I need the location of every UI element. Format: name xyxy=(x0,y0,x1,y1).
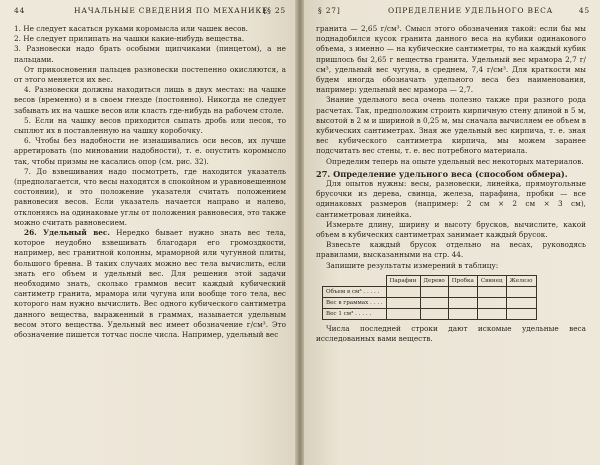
right-page-text xyxy=(316,24,586,344)
results-table xyxy=(322,275,537,320)
table-header-row xyxy=(323,275,537,286)
paragraph: 7. До взвешивания надо посмотреть, где находится указатель (предполагается, что весы находятся в спокойном и уравновешенном состоянии), и это положение указателя считать положением равновесия весов. Если указатель начается направо и налево, отклоняясь на одинаковые углы от положения равновесия, это также можно считать равновесием. xyxy=(14,166,286,227)
paragraph: От прикосновения пальцев разновески постепенно окисляются, а от этого меняется их вес. xyxy=(14,64,286,85)
paragraph: 4. Разновески должны находиться лишь в двух местах: на чашке весов (временно) и в своем гнезде (постоянно). Никогда не следует забывать их на чашке весов или класть где-нибудь на рабочем столе. xyxy=(14,85,286,115)
section-26-text: Нередко бывает нужно знать вес тела, которое неудобно взвешивать благодаря его громоздкости, например, вес гранитной колонны, мраморной или чугунной плиты, большого бревна. В таких случаях можно вес тела вычислить, если знать его объем и удельный вес. Для решения этой задачи необходимо знать, сколько граммов весит каждый кубический сантиметр гранита, мрамора или чугуна или вообще того тела, вес которого нам нужно вычислить. Вес одного кубического сантиметра данного вещества, выраженный в граммах, называется удельным весом этого вещества. Удельный вес имеет обозначение г/см³. Это обозначение пишется тотчас после числа. Например, удельный вес xyxy=(14,228,286,340)
left-page xyxy=(0,0,296,465)
table-column-header: Дерево xyxy=(420,275,448,286)
right-page xyxy=(304,0,600,465)
table-column-header: Пробка xyxy=(448,275,477,286)
paragraph: Для опытов нужны: весы, разновески, линейка, прямоугольные брусочки из дерева, свинца, железа, парафина, пробки — все одинаковых размеров (например: 2 см × 2 см × 3 см), сантиметровая линейка. xyxy=(316,179,586,219)
table-row-label: Вес 1 см³ . . . . . xyxy=(323,308,387,319)
paragraph: гранита — 2,65 г/см³. Смысл этого обозначения такой: если бы мы поднадобился кусок гранита данного веса на кубики одинакового объема, з именно — на кубические сантиметры, то на каждый кубик пришлось бы 2,65 г вещества гранита. Удельный вес мрамора 2,7 г/см³, удельный вес чугуна, в среднем, 7,4 г/см³. Для краткости мы будем иногда обозначать удельного веса без наименования, например: удельный вес мрамора — 2,7. xyxy=(316,24,586,95)
table-row xyxy=(323,308,537,319)
section-27-title: 27. Определение удельного веса (способом обмера). xyxy=(316,168,568,179)
table-row xyxy=(323,286,537,297)
paragraph: Знание удельного веса очень полезно также при разного рода расчетах. Так, предположим строить кирпичную стену длиной в 5 м, высотой в 2 м и шириной в 0,25 м, мы сначала вычисляем ее объем в кубических сантиметрах. Зная же удельный вес кирпича, т. е. зная вес кубического сантиметра кирпича, мы можем заранее подсчитать вес стены, т. е. вес потребного материала. xyxy=(316,95,586,156)
section-26-title: 26. Удельный вес. xyxy=(24,228,110,238)
right-section-marker: § 27] xyxy=(318,6,341,15)
right-page-header xyxy=(318,6,590,20)
left-page-header xyxy=(14,6,286,20)
table-row-label: Объем в см³ . . . . . xyxy=(323,286,387,297)
paragraph: 6. Чтобы без надобности не изнашивались оси весов, их лучше арретировать (по миновании надобности), т. е. опустить коромысло так, чтобы призмы не касались опор (см. рис. 32). xyxy=(14,136,286,166)
left-page-text xyxy=(14,24,286,340)
paragraph: Запишите результаты измерений в таблицу: xyxy=(326,260,499,270)
paragraph: Определим теперь на опыте удельный вес некоторых материалов. xyxy=(326,156,584,166)
paragraph: 3. Разновески надо брать особыми щипчиками (пинцетом), а не пальцами. xyxy=(14,44,286,64)
left-page-number: 44 xyxy=(14,6,26,15)
left-section-marker: [§ 25 xyxy=(263,6,286,15)
closing-paragraph: Числа последней строки дают искомые удельные веса исследованных вами веществ. xyxy=(316,323,586,344)
table-row xyxy=(323,297,537,308)
table-column-header: Свинец xyxy=(477,275,506,286)
table-row-label: Вес в граммах . . . . xyxy=(323,297,387,308)
table-column-header: Парафин xyxy=(386,275,420,286)
paragraph: 2. Не следует прилипать на чашки какие-нибудь вещества. xyxy=(14,34,245,44)
left-running-title: НАЧАЛЬНЫЕ СВЕДЕНИЯ ПО МЕХАНИКЕ xyxy=(74,6,269,15)
paragraph: 1. Не следует касаться руками коромысла или чашек весов. xyxy=(14,24,248,33)
right-running-title: ОПРЕДЕЛЕНИЕ УДЕЛЬНОГО ВЕСА xyxy=(388,6,554,15)
paragraph: Взвесьте каждый брусок отдельно на весах, руководясь правилами, высказанными на стр. 44. xyxy=(316,240,586,260)
table-column-header: Железо xyxy=(506,275,536,286)
right-page-number: 45 xyxy=(578,6,590,15)
section-26 xyxy=(14,228,286,340)
paragraph: Измерьте длину, ширину и высоту брусков, вычислите, какой объем в кубических сантиметрах занимает каждый брусок. xyxy=(316,219,586,240)
paragraph: 5. Если на чашку весов приходится сыпать дробь или песок, то сыплют их в поставленную на чашку коробочку. xyxy=(14,115,286,136)
